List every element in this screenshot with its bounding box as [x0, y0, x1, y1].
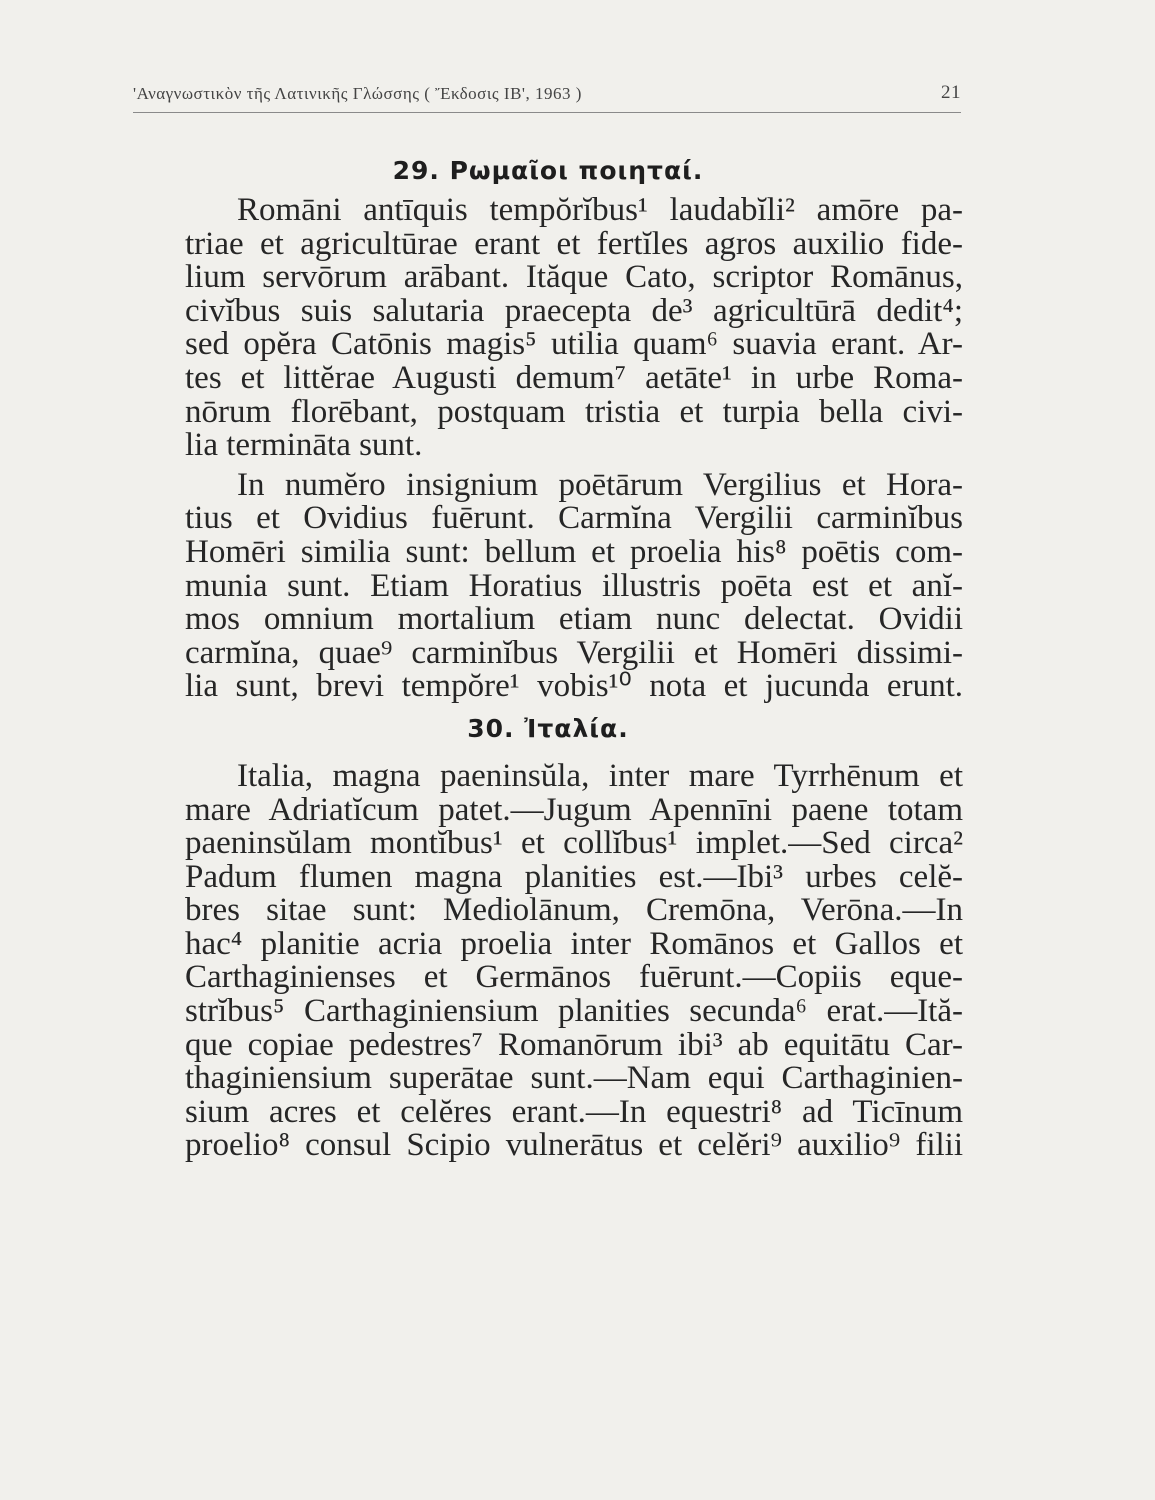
text-line: sium acres et celĕres erant.—In equestri⁸ ad Ticīnum	[185, 1093, 963, 1130]
paragraph-29-2	[133, 466, 963, 705]
text-line: strĭbus⁵ Carthaginiensium planities secunda⁶ erat.—Ită-	[185, 993, 963, 1030]
section-title-29: 29. Ρωμαῖοι ποιηταί.	[392, 156, 704, 185]
text-line: triae et agricultūrae erant et fertĭles agros auxilio fide-	[185, 225, 963, 262]
body-text	[133, 150, 963, 1163]
running-title: 'Αναγνωστικὸν τῆς Λατινικῆς Γλώσσης ( Ἔκδοσις ΙΒ', 1963 )	[133, 84, 582, 103]
running-header	[133, 78, 961, 113]
text-line: que copiae pedestres⁷ Romanōrum ibi³ ab equitātu Car-	[185, 1026, 963, 1063]
text-line: In numĕro insignium poētārum Vergilius et Hora-	[237, 466, 963, 503]
text-line: tes et littĕrae Augusti demum⁷ aetāte¹ in urbe Roma-	[185, 359, 963, 396]
text-line: proelio⁸ consul Scipio vulnerātus et celĕri⁹ auxilio⁹ filii	[185, 1127, 963, 1164]
text-line: civĭbus suis salutaria praecepta de³ agricultūrā dedit⁴;	[185, 292, 963, 329]
text-line: carmĭna, quae⁹ carminĭbus Vergilii et Homēri dissimi-	[185, 634, 963, 671]
text-line: lia sunt, brevi tempŏre¹ vobis¹⁰ nota et jucunda erunt.	[185, 668, 963, 705]
text-line: Romāni antīquis tempŏrĭbus¹ laudabĭli² amōre pa-	[237, 192, 963, 228]
text-line: munia sunt. Etiam Horatius illustris poēta est et anĭ-	[185, 567, 963, 604]
text-line: paeninsŭlam montĭbus¹ et collĭbus¹ implet.—Sed circa²	[185, 825, 963, 862]
paragraph-29-1	[133, 194, 963, 463]
page-number: 21	[941, 82, 961, 103]
section-title-30: 30. Ἰταλία.	[467, 713, 629, 743]
text-line: mare Adriatĭcum patet.—Jugum Apennīni paene totam	[185, 791, 963, 828]
text-line: Padum flumen magna planities est.—Ibi³ urbes celĕ-	[185, 858, 963, 895]
text-line: sed opĕra Catōnis magis⁵ utilia quam⁶ suavia erant. Ar-	[185, 326, 963, 363]
text-line: Carthaginienses et Germānos fuērunt.—Copiis eque-	[185, 959, 963, 996]
text-line: lia termināta sunt.	[185, 427, 423, 464]
paragraph-30-1	[133, 757, 963, 1164]
text-line: hac⁴ planitie acria proelia inter Romānos et Gallos et	[185, 925, 963, 962]
text-line: mos omnium mortalium etiam nunc delectat. Ovidii	[185, 601, 963, 638]
text-line: nōrum florēbant, postquam tristia et turpia bella civi-	[185, 393, 963, 430]
text-line: tius et Ovidius fuērunt. Carmĭna Vergilii carminĭbus	[185, 500, 963, 537]
text-line: thaginiensium superātae sunt.—Nam equi Carthaginien-	[185, 1060, 963, 1097]
text-line: lium servōrum arābant. Ităque Cato, scriptor Romānus,	[185, 259, 963, 296]
text-line: bres sitae sunt: Mediolānum, Cremōna, Verōna.—In	[185, 892, 963, 929]
text-line: Italia, magna paeninsŭla, inter mare Tyrrhēnum et	[237, 757, 963, 794]
text-line: Homēri similia sunt: bellum et proelia his⁸ poētis com-	[185, 533, 963, 570]
